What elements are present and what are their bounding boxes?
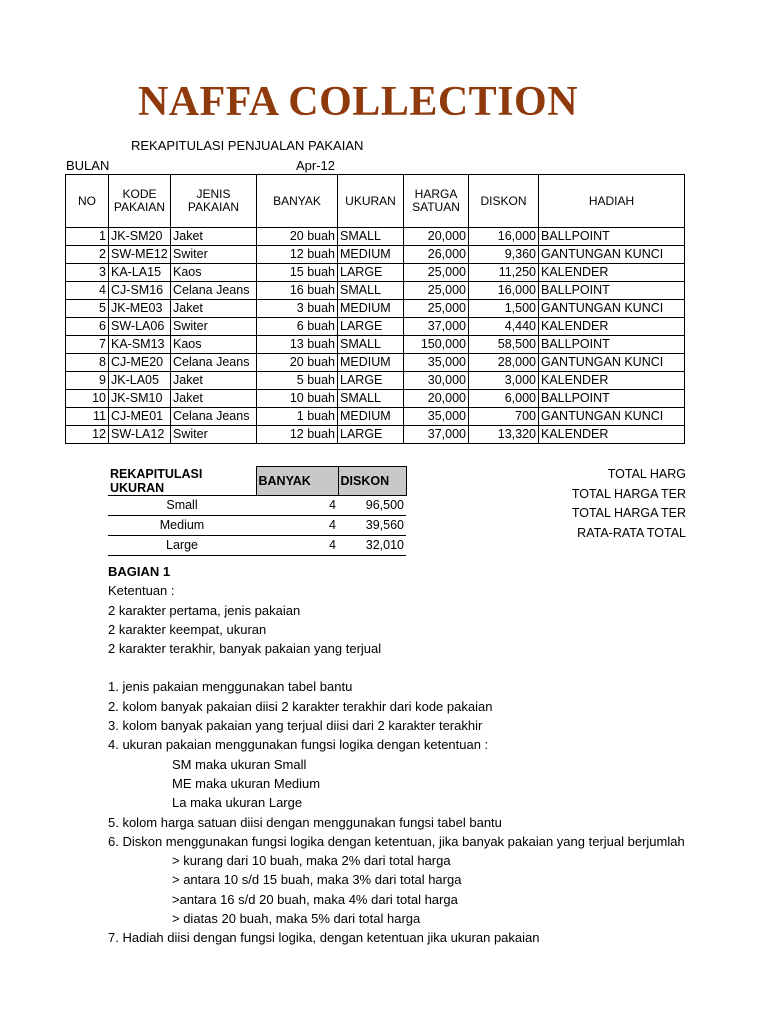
table-row <box>66 354 685 372</box>
instruction-line: >antara 16 s/d 20 buah, maka 4% dari total harga <box>172 891 458 907</box>
total-harga-ter-label-2 <box>520 506 686 524</box>
cell-harga: 26,000 <box>404 246 469 264</box>
col-header-kode: KODE PAKAIAN <box>109 175 171 228</box>
table-row <box>66 408 685 426</box>
summary-cell-banyak: 4 <box>256 495 338 515</box>
total-harga-ter-label-1 <box>520 487 686 505</box>
instruction-line: Ketentuan : <box>108 583 175 599</box>
cell-kode: SW-LA12 <box>109 426 171 444</box>
col-header-jenis: JENIS PAKAIAN <box>171 175 257 228</box>
cell-banyak: 20 buah <box>257 354 338 372</box>
cell-jenis: Celana Jeans <box>171 408 257 426</box>
instructions-section <box>108 562 685 948</box>
cell-kode: KA-SM13 <box>109 336 171 354</box>
cell-hadiah: GANTUNGAN KUNCI <box>539 300 685 318</box>
cell-banyak: 10 buah <box>257 390 338 408</box>
instruction-line: La maka ukuran Large <box>172 795 303 811</box>
instruction-line: 3. kolom banyak pakaian yang terjual diisi dari 2 karakter terakhir <box>108 718 483 734</box>
cell-banyak: 3 buah <box>257 300 338 318</box>
cell-kode: JK-ME03 <box>109 300 171 318</box>
size-summary-table <box>108 466 407 556</box>
table-row <box>66 300 685 318</box>
cell-no: 11 <box>66 408 109 426</box>
cell-diskon: 28,000 <box>469 354 539 372</box>
cell-harga: 37,000 <box>404 318 469 336</box>
cell-banyak: 15 buah <box>257 264 338 282</box>
cell-jenis: Jaket <box>171 372 257 390</box>
cell-jenis: Switer <box>171 246 257 264</box>
month-label: BULAN <box>66 158 110 173</box>
cell-no: 5 <box>66 300 109 318</box>
table-row <box>66 318 685 336</box>
cell-ukuran: SMALL <box>338 390 404 408</box>
instruction-line: 5. kolom harga satuan diisi dengan menggunakan fungsi tabel bantu <box>108 814 502 830</box>
cell-harga: 25,000 <box>404 264 469 282</box>
table-header-row <box>66 175 685 228</box>
cell-hadiah: KALENDER <box>539 372 685 390</box>
cell-banyak: 6 buah <box>257 318 338 336</box>
instruction-line: ME maka ukuran Medium <box>172 775 321 791</box>
cell-kode: CJ-SM16 <box>109 282 171 300</box>
instruction-line: 7. Hadiah diisi dengan fungsi logika, dengan ketentuan jika ukuran pakaian <box>108 930 540 946</box>
cell-no: 3 <box>66 264 109 282</box>
cell-banyak: 12 buah <box>257 246 338 264</box>
cell-hadiah: GANTUNGAN KUNCI <box>539 354 685 372</box>
cell-hadiah: GANTUNGAN KUNCI <box>539 408 685 426</box>
cell-kode: JK-SM10 <box>109 390 171 408</box>
cell-diskon: 6,000 <box>469 390 539 408</box>
cell-diskon: 58,500 <box>469 336 539 354</box>
table-row <box>66 336 685 354</box>
cell-harga: 150,000 <box>404 336 469 354</box>
instruction-line: > diatas 20 buah, maka 5% dari total harga <box>172 911 421 927</box>
col-header-diskon: DISKON <box>469 175 539 228</box>
cell-ukuran: MEDIUM <box>338 354 404 372</box>
summary-row <box>108 495 406 515</box>
summary-cell-ukuran: Large <box>108 535 256 555</box>
sales-table <box>65 174 685 444</box>
cell-harga: 25,000 <box>404 282 469 300</box>
cell-diskon: 13,320 <box>469 426 539 444</box>
table-row <box>66 372 685 390</box>
summary-cell-ukuran: Medium <box>108 515 256 535</box>
cell-ukuran: SMALL <box>338 282 404 300</box>
cell-kode: CJ-ME01 <box>109 408 171 426</box>
cell-harga: 37,000 <box>404 426 469 444</box>
rata-rata-label <box>520 526 686 544</box>
cell-jenis: Jaket <box>171 390 257 408</box>
summary-row <box>108 535 406 555</box>
cell-kode: JK-LA05 <box>109 372 171 390</box>
table-row <box>66 264 685 282</box>
table-row <box>66 426 685 444</box>
cell-kode: SW-LA06 <box>109 318 171 336</box>
cell-hadiah: BALLPOINT <box>539 390 685 408</box>
table-row <box>66 228 685 246</box>
page-title: NAFFA COLLECTION <box>137 79 579 125</box>
cell-ukuran: SMALL <box>338 336 404 354</box>
cell-harga: 35,000 <box>404 408 469 426</box>
total-harga-ter-text-1: TOTAL HARGA TER <box>571 487 686 501</box>
cell-hadiah: KALENDER <box>539 318 685 336</box>
cell-ukuran: LARGE <box>338 264 404 282</box>
summary-cell-diskon: 39,560 <box>338 515 406 535</box>
cell-harga: 30,000 <box>404 372 469 390</box>
cell-diskon: 11,250 <box>469 264 539 282</box>
cell-kode: SW-ME12 <box>109 246 171 264</box>
cell-diskon: 16,000 <box>469 282 539 300</box>
instruction-line: 4. ukuran pakaian menggunakan fungsi logika dengan ketentuan : <box>108 737 489 753</box>
instruction-line: 2 karakter terakhir, banyak pakaian yang terjual <box>108 641 382 657</box>
total-harga-text: TOTAL HARG <box>607 467 686 481</box>
instruction-line: SM maka ukuran Small <box>172 756 307 772</box>
cell-kode: CJ-ME20 <box>109 354 171 372</box>
cell-ukuran: MEDIUM <box>338 408 404 426</box>
cell-hadiah: BALLPOINT <box>539 336 685 354</box>
cell-no: 7 <box>66 336 109 354</box>
cell-harga: 25,000 <box>404 300 469 318</box>
cell-ukuran: LARGE <box>338 318 404 336</box>
col-header-ukuran: UKURAN <box>338 175 404 228</box>
cell-ukuran: MEDIUM <box>338 300 404 318</box>
cell-no: 2 <box>66 246 109 264</box>
cell-banyak: 12 buah <box>257 426 338 444</box>
summary-header-diskon: DISKON <box>338 467 406 496</box>
cell-hadiah: BALLPOINT <box>539 282 685 300</box>
total-harga-label <box>520 467 686 485</box>
cell-harga: 20,000 <box>404 228 469 246</box>
summary-header-banyak: BANYAK <box>256 467 338 496</box>
col-header-hadiah: HADIAH <box>539 175 685 228</box>
instruction-line <box>108 658 685 677</box>
section-heading: BAGIAN 1 <box>108 564 171 579</box>
col-header-banyak: BANYAK <box>257 175 338 228</box>
cell-diskon: 1,500 <box>469 300 539 318</box>
cell-no: 9 <box>66 372 109 390</box>
summary-cell-diskon: 96,500 <box>338 495 406 515</box>
summary-cell-diskon: 32,010 <box>338 535 406 555</box>
cell-no: 1 <box>66 228 109 246</box>
instruction-line: 2. kolom banyak pakaian diisi 2 karakter terakhir dari kode pakaian <box>108 698 493 714</box>
cell-no: 10 <box>66 390 109 408</box>
table-row <box>66 390 685 408</box>
cell-jenis: Kaos <box>171 264 257 282</box>
table-row <box>66 246 685 264</box>
cell-jenis: Switer <box>171 318 257 336</box>
cell-jenis: Jaket <box>171 300 257 318</box>
cell-jenis: Switer <box>171 426 257 444</box>
cell-jenis: Celana Jeans <box>171 354 257 372</box>
cell-banyak: 1 buah <box>257 408 338 426</box>
month-value: Apr-12 <box>296 158 336 173</box>
cell-harga: 20,000 <box>404 390 469 408</box>
cell-banyak: 5 buah <box>257 372 338 390</box>
cell-kode: JK-SM20 <box>109 228 171 246</box>
cell-diskon: 700 <box>469 408 539 426</box>
cell-hadiah: KALENDER <box>539 264 685 282</box>
cell-banyak: 20 buah <box>257 228 338 246</box>
report-subtitle: REKAPITULASI PENJUALAN PAKAIAN <box>131 138 364 153</box>
cell-no: 6 <box>66 318 109 336</box>
summary-header-row <box>108 467 406 496</box>
cell-no: 4 <box>66 282 109 300</box>
cell-banyak: 16 buah <box>257 282 338 300</box>
instruction-line: 2 karakter keempat, ukuran <box>108 621 267 637</box>
instruction-line: > antara 10 s/d 15 buah, maka 3% dari total harga <box>172 872 462 888</box>
col-header-harga: HARGA SATUAN <box>404 175 469 228</box>
cell-jenis: Jaket <box>171 228 257 246</box>
cell-diskon: 9,360 <box>469 246 539 264</box>
summary-cell-ukuran: Small <box>108 495 256 515</box>
summary-header-ukuran: REKAPITULASI UKURAN <box>108 467 256 496</box>
cell-no: 8 <box>66 354 109 372</box>
cell-ukuran: MEDIUM <box>338 246 404 264</box>
cell-no: 12 <box>66 426 109 444</box>
cell-diskon: 4,440 <box>469 318 539 336</box>
cell-ukuran: SMALL <box>338 228 404 246</box>
cell-ukuran: LARGE <box>338 372 404 390</box>
instruction-line: > kurang dari 10 buah, maka 2% dari total harga <box>172 853 451 869</box>
total-harga-ter-text-2: TOTAL HARGA TER <box>571 506 686 520</box>
summary-row <box>108 515 406 535</box>
table-row <box>66 282 685 300</box>
cell-hadiah: BALLPOINT <box>539 228 685 246</box>
summary-cell-banyak: 4 <box>256 515 338 535</box>
col-header-no: NO <box>66 175 109 228</box>
cell-diskon: 16,000 <box>469 228 539 246</box>
summary-cell-banyak: 4 <box>256 535 338 555</box>
cell-harga: 35,000 <box>404 354 469 372</box>
instruction-line: 2 karakter pertama, jenis pakaian <box>108 602 301 618</box>
cell-diskon: 3,000 <box>469 372 539 390</box>
cell-hadiah: KALENDER <box>539 426 685 444</box>
instruction-line: 6. Diskon menggunakan fungsi logika dengan ketentuan, jika banyak pakaian yang terjual berjumlah <box>108 833 685 849</box>
cell-jenis: Celana Jeans <box>171 282 257 300</box>
cell-banyak: 13 buah <box>257 336 338 354</box>
cell-hadiah: GANTUNGAN KUNCI <box>539 246 685 264</box>
instruction-line: 1. jenis pakaian menggunakan tabel bantu <box>108 679 353 695</box>
cell-kode: KA-LA15 <box>109 264 171 282</box>
cell-jenis: Kaos <box>171 336 257 354</box>
rata-rata-text: RATA-RATA TOTAL <box>577 526 686 540</box>
cell-ukuran: LARGE <box>338 426 404 444</box>
